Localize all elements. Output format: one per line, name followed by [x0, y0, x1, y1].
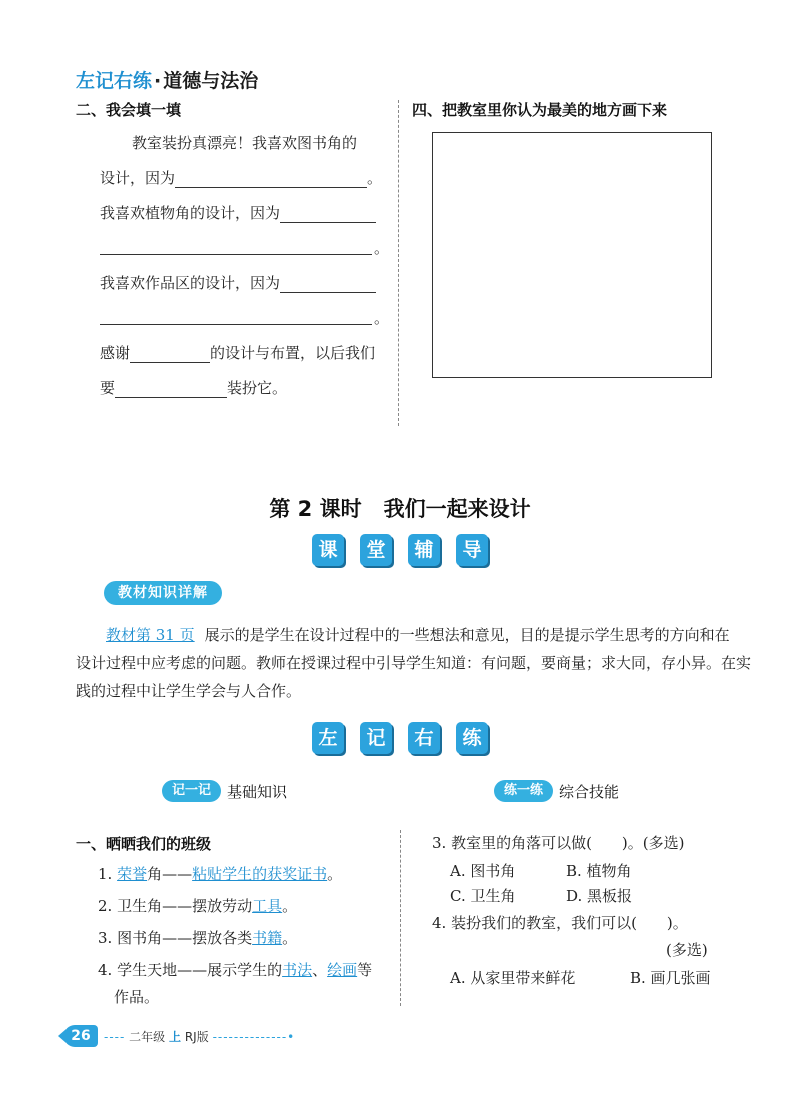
tile-char: 导: [456, 534, 488, 566]
blank-reason-plant-a[interactable]: [280, 206, 376, 223]
fill-text: 要: [100, 379, 116, 397]
footer-edition: RJ版: [184, 1030, 209, 1044]
fill-text: 装扮它。: [227, 379, 288, 397]
footer-term: 上: [169, 1030, 182, 1044]
para-line: 设计过程中应考虑的问题。教师在授课过程中引导学生知道：有问题，要商量；求大同，存小异。在实: [76, 654, 752, 672]
basic-knowledge-label: 基础知识: [227, 782, 288, 801]
footer-dashes: ----: [104, 1030, 126, 1044]
answer-keyword: 粘贴学生的获奖证书: [192, 865, 328, 883]
answer-keyword: 荣誉: [117, 865, 148, 883]
item-text: 3. 图书角——摆放各类: [98, 929, 253, 947]
question-4-note: (多选): [666, 941, 708, 959]
answer-keyword: 绘画: [327, 961, 358, 979]
item-text: 角——: [147, 865, 193, 883]
page-number: 26: [64, 1025, 98, 1047]
tile-char: 课: [312, 534, 344, 566]
fill-line-3: [100, 203, 376, 223]
subject-name: 道德与法治: [163, 70, 259, 92]
list-item-hygiene: [98, 896, 297, 916]
list-item-library: [98, 928, 297, 948]
list-item-honor: [98, 864, 342, 884]
fill-line-5: [100, 273, 376, 293]
fill-text: 设计，因为: [100, 169, 176, 187]
fill-period: 。: [374, 309, 390, 327]
brand-dot: ·: [154, 70, 162, 92]
tile-char: 右: [408, 722, 440, 754]
knowledge-ribbon: 教材知识详解: [104, 581, 222, 605]
option-4a[interactable]: A. 从家里带来鲜花: [450, 969, 576, 987]
brand-title: [76, 66, 258, 93]
blank-reason-library[interactable]: [175, 171, 367, 188]
fill-text: 感谢: [100, 344, 131, 362]
textbook-ref-link[interactable]: 教材第 31 页: [106, 626, 195, 644]
fill-line-2: [100, 168, 382, 188]
footer-info: [104, 1028, 295, 1045]
drawing-area[interactable]: [432, 132, 712, 378]
question-4: 4. 装扮我们的教室，我们可以( )。: [432, 914, 688, 932]
question-3: 3. 教室里的角落可以做( )。(多选): [432, 834, 685, 852]
item-text: 等: [357, 961, 373, 979]
lesson-number: 第 2 课时: [269, 497, 362, 521]
option-3b[interactable]: B. 植物角: [566, 862, 632, 880]
lesson-title: [0, 493, 800, 523]
item-text: 。: [282, 929, 298, 947]
item-text: 4. 学生天地——展示学生的: [98, 961, 283, 979]
class-heading: 一、晒晒我们的班级: [76, 835, 212, 853]
tiles-classroom-guide: [0, 534, 800, 566]
blank-reason-works-a[interactable]: [280, 276, 376, 293]
remember-pill: 记一记: [162, 780, 221, 802]
tiles-practice: [0, 722, 800, 754]
fill-line-7: [100, 343, 375, 363]
column-divider: [398, 100, 399, 426]
fill-text: 我喜欢作品区的设计，因为: [100, 274, 281, 292]
blank-reason-works-b[interactable]: [100, 324, 372, 325]
item-text: 。: [327, 865, 343, 883]
para-line: [76, 621, 730, 649]
item-text: 1.: [98, 865, 118, 883]
option-4b[interactable]: B. 画几张画: [630, 969, 711, 987]
tile-char: 辅: [408, 534, 440, 566]
blank-reason-plant-b[interactable]: [100, 254, 372, 255]
answer-keyword: 书籍: [252, 929, 283, 947]
footer-dashes: --------------•: [212, 1030, 296, 1044]
column-divider: [400, 830, 401, 1006]
draw-heading: 四、把教室里你认为最美的地方画下来: [412, 101, 668, 119]
fill-line-1: 教室装扮真漂亮！我喜欢图书角的: [132, 134, 358, 152]
list-item-student-corner: [98, 960, 372, 980]
tile-char: 练: [456, 722, 488, 754]
answer-keyword: 书法: [282, 961, 313, 979]
fill-text: 我喜欢植物角的设计，因为: [100, 204, 281, 222]
blank-future[interactable]: [115, 381, 227, 398]
para-line: 践的过程中让学生学会与人合作。: [76, 682, 302, 700]
lesson-name: 我们一起来设计: [383, 497, 531, 521]
item-text: 、: [312, 961, 328, 979]
list-item-cont: 作品。: [114, 988, 160, 1006]
skills-header: [494, 780, 619, 802]
item-text: 。: [282, 897, 298, 915]
option-3a[interactable]: A. 图书角: [450, 862, 516, 880]
fill-text: 。: [367, 169, 383, 187]
tile-char: 堂: [360, 534, 392, 566]
para-text: 展示的是学生在设计过程中的一些想法和意见，目的是提示学生思考的方向和在: [204, 626, 730, 644]
tile-char: 记: [360, 722, 392, 754]
footer-grade: 二年级: [129, 1030, 166, 1044]
basic-knowledge-header: [162, 780, 287, 802]
knowledge-paragraph: [76, 621, 752, 705]
tile-char: 左: [312, 722, 344, 754]
practice-pill: 练一练: [494, 780, 553, 802]
item-text: 2. 卫生角——摆放劳动: [98, 897, 253, 915]
blank-thanks[interactable]: [130, 346, 210, 363]
brand-name: 左记右练: [76, 70, 153, 92]
fill-line-8: [100, 378, 287, 398]
option-3d[interactable]: D. 黑板报: [566, 887, 633, 905]
fill-heading: 二、我会填一填: [76, 101, 182, 119]
skills-label: 综合技能: [559, 782, 620, 801]
option-3c[interactable]: C. 卫生角: [450, 887, 516, 905]
fill-text: 的设计与布置，以后我们: [210, 344, 376, 362]
answer-keyword: 工具: [252, 897, 283, 915]
fill-period: 。: [374, 239, 390, 257]
